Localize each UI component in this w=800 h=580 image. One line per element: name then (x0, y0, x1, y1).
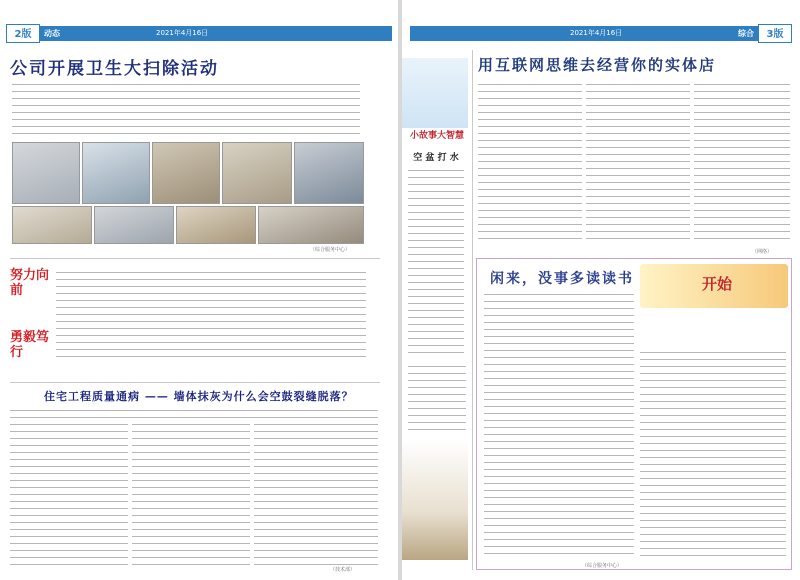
feature-body (408, 166, 464, 356)
feature-illustration (402, 58, 468, 128)
article2-side-head: 勇毅笃行 (10, 330, 50, 360)
article1-photo (294, 142, 364, 204)
article4-column (694, 80, 790, 245)
article5-credit: （综合服务中心） (582, 563, 623, 569)
article4-column (586, 80, 690, 245)
article3-column (254, 420, 378, 565)
article5-column (640, 348, 786, 560)
reading-banner-text: 开始 (702, 275, 733, 293)
article4-column (478, 80, 582, 245)
city-illustration (402, 440, 468, 560)
article1-headline: 公司开展卫生大扫除活动 (10, 59, 219, 79)
right-page-date: 2021年4月16日 (570, 29, 623, 37)
column-divider (472, 50, 473, 570)
right-page (402, 0, 800, 580)
article1-photo (222, 142, 292, 204)
feature-label: 小故事大智慧 (409, 131, 464, 141)
article4-credit: （网络） (752, 249, 773, 255)
article1-photo (82, 142, 150, 204)
article2-side-head: 努力向前 (10, 268, 50, 298)
article1-body (12, 80, 360, 138)
article5-headline: 闲来，没事多读读书 (490, 271, 634, 287)
article1-photo (176, 206, 256, 244)
article3-column (132, 420, 250, 565)
article1-credit: （综合服务中心） (310, 247, 351, 253)
left-page-date: 2021年4月16日 (156, 29, 209, 37)
article1-photo (94, 206, 174, 244)
left-page-number: 2版 (6, 24, 40, 43)
article3-credit: （技术部） (330, 567, 356, 573)
article4-headline: 用互联网思维去经营你的实体店 (478, 56, 717, 74)
article2-body (56, 268, 366, 358)
article5-column (484, 290, 634, 560)
right-section-name: 综合 (738, 29, 754, 38)
divider (10, 382, 380, 383)
article1-photo (12, 206, 92, 244)
divider (10, 258, 380, 259)
article3-headline: 住宅工程质量通病 —— 墙体抹灰为什么会空鼓裂缝脱落？ (44, 390, 354, 403)
article1-photo (258, 206, 364, 244)
left-section-name: 动态 (44, 29, 60, 38)
article1-photo (12, 142, 80, 204)
article3-column (10, 420, 128, 565)
right-page-number: 3版 (758, 24, 792, 43)
left-page (0, 0, 398, 580)
article3-intro (10, 406, 378, 418)
right-page-header (410, 26, 792, 41)
left-page-header (6, 26, 392, 41)
feature-note (408, 362, 466, 432)
feature-title: 空 盆 打 水 (413, 153, 459, 163)
article1-photo (152, 142, 220, 204)
